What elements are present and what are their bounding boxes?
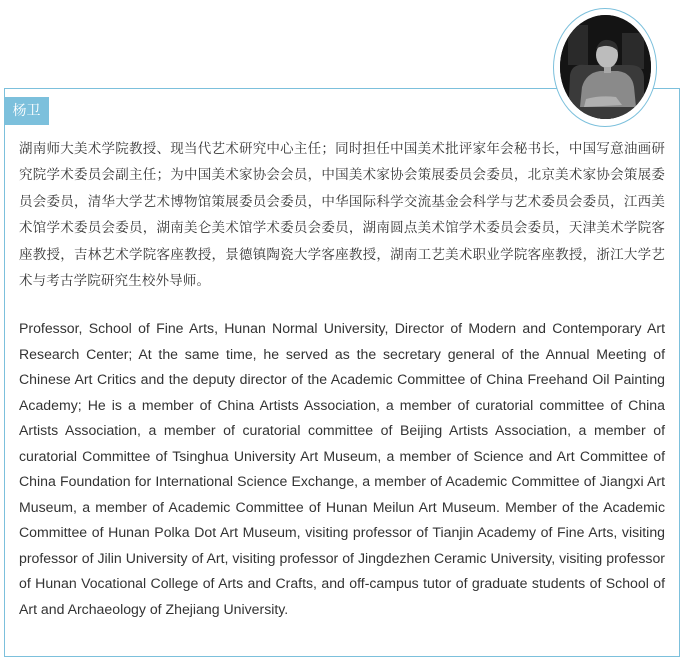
name-tag: 杨卫: [4, 97, 49, 125]
bio-english: Professor, School of Fine Arts, Hunan Normal University, Director of Modern and Contemporary Art Research Center; At the same time, he served as the secretary general of the Annual Meeting of Chinese Art Critics and the deputy director of the Academic Committee of China Freehand Oil Painting Academy; He is a member of China Artists Association, a member of curatorial committee of China Artists Association, a member of curatorial committee of Beijing Artists Association, a member of curatorial Committee of Tsinghua University Art Museum, a member of Science and Art Committee of China Foundation for International Science Exchange, a member of Academic Committee of Jiangxi Art Museum, a member of Academic Committee of Hunan Meilun Art Museum. Member of the Academic Committee of Hunan Polka Dot Art Museum, visiting professor of Tianjin Academy of Fine Arts, visiting professor of Jilin University of Art, visiting professor of Jingdezhen Ceramic University, visiting professor of Hunan Vocational College of Arts and Crafts, and off-campus tutor of graduate students of School of Art and Archaeology of Zhejiang University.: [19, 320, 665, 617]
person-photo-icon: [560, 15, 651, 119]
portrait-photo: [560, 15, 651, 119]
bio-chinese: 湖南师大美术学院教授、现当代艺术研究中心主任；同时担任中国美术批评家年会秘书长，中国写意油画研究院学术委员会副主任；为中国美术家协会会员，中国美术家协会策展委员会委员，北京美术家协会策展委员会委员，清华大学艺术博物馆策展委员会委员，中华国际科学交流基金会科学与艺术委员会委员，江西美术馆学术委员会委员，湖南美仑美术馆学术委员会委员，湖南圆点美术馆学术委员会委员，天津美术学院客座教授，吉林艺术学院客座教授，景德镇陶瓷大学客座教授，湖南工艺美术职业学院客座教授，浙江大学艺术与考古学院研究生校外导师。: [19, 141, 665, 290]
